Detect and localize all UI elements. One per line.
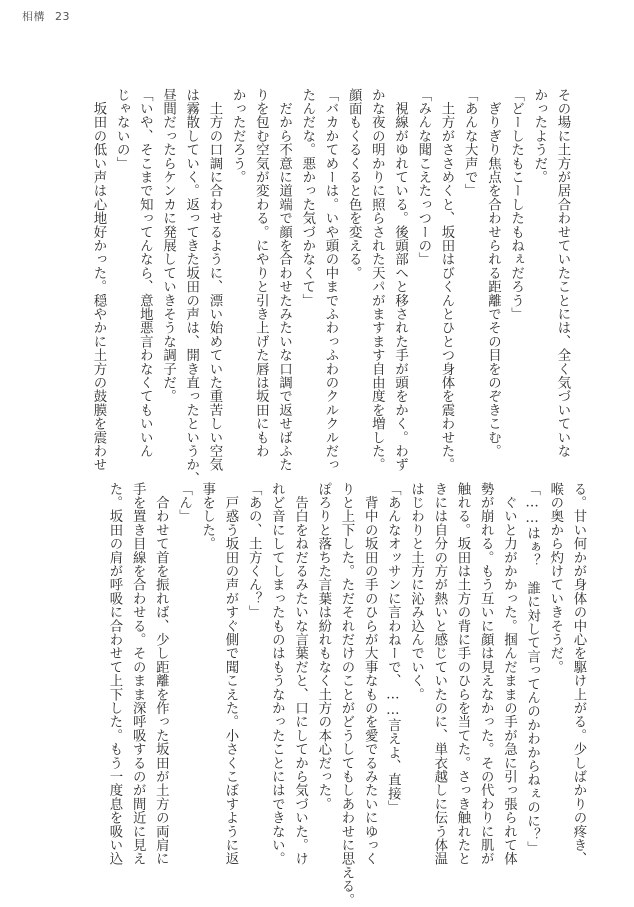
text-line: 事をした。 xyxy=(199,482,215,551)
text-line: たんだな。悪かった気づかなくて」 xyxy=(299,88,315,308)
text-line: 「ん」 xyxy=(176,482,192,524)
text-line: る。甘い何かが身体の中心を駆け上がる。少しばかりの疼き、 xyxy=(571,482,586,866)
page-number: 23 xyxy=(55,10,70,23)
text-line: かっただろう。 xyxy=(230,88,246,184)
text-line: 触れる。坂田は土方の背に手のひらを当てた。さっき触れたと xyxy=(454,482,470,866)
text-line: た。坂田の肩が呼吸に合わせて上下した。もう一度息を吸い込 xyxy=(106,482,122,866)
text-line: 「バカかてめーは。いや頭の中までふわっふわのクルクルだっ xyxy=(322,88,338,472)
header-title: 相構 xyxy=(22,10,45,23)
text-line: 「みんな聞こえたっつーの」 xyxy=(415,88,431,267)
text-line: 「あの、土方くん？」 xyxy=(246,482,262,619)
text-line: 背中の坂田の手のひらが大事なものを愛でるみたいにゆっく xyxy=(362,482,378,866)
text-line: きには自分の方が熱いと感じていたのに、単衣越しに伝う体温 xyxy=(431,482,447,866)
text-column-top xyxy=(90,88,574,486)
text-line: 喉の奥から灼けていきそうだ。 xyxy=(547,482,563,674)
text-line: 顔面もくるくると色を変える。 xyxy=(346,88,362,280)
text-line: 「……はぁ？ 誰に対して言ってんのかわからねぇのに？」 xyxy=(524,482,540,856)
text-line: ぎりぎり焦点を合わせられる距離でその目をのぞきこむ。 xyxy=(485,88,501,458)
text-line: 告白をねだるみたいな言葉だと、口にしてから気づいた。け xyxy=(292,482,308,866)
text-line: その場に土方が居合わせていたことには、全く気づいていな xyxy=(555,88,570,458)
text-line: だから不意に道端で顔を合わせたみたいな口調で返せばふた xyxy=(276,88,292,472)
text-line: 「あんなオッサンに言わねーで、……言えよ、直接」 xyxy=(385,482,401,814)
text-line: は霧散していく。返ってきた坂田の声は、開き直ったというか、 xyxy=(183,88,199,486)
text-line: 「どーしたもこーしたもねぇだろう」 xyxy=(508,88,524,321)
text-line: りを包む空気が変わる。にやりと引き上げた唇は坂田にもわ xyxy=(253,88,269,458)
text-line: 昼間だったらケンカに発展していきそうな調子だ。 xyxy=(160,88,176,404)
text-line: じゃないの」 xyxy=(114,88,130,171)
text-line: 坂田の低い声は心地好かった。穏やかに土方の鼓膜を震わせ xyxy=(90,88,106,472)
text-line: 土方の口調に合わせるように、漂い始めていた重苦しい空気 xyxy=(206,88,222,472)
text-line: 「いや、そこまで知ってんなら、意地悪言わなくてもいいん xyxy=(137,88,153,458)
text-column-bottom xyxy=(100,482,590,907)
text-line: ぐいと力がかかった。掴んだままの手が急に引っ張られて体 xyxy=(501,482,517,866)
text-line: かな夜の明かりに照らされた天パがますます自由度を増した。 xyxy=(369,88,385,472)
running-header xyxy=(22,8,76,24)
text-line: 合わせて首を振れば、少し距離を作った坂田が土方の両肩に xyxy=(153,482,169,866)
text-line: れど音にしてしまったものはもうなかったことにはできない。 xyxy=(269,482,285,866)
text-line: ぽろりと落ちた言葉は紛れもなく土方の本心だった。 xyxy=(315,482,331,811)
text-line: はじわりと土方に沁み込んでいく。 xyxy=(408,482,424,702)
text-line: かったようだ。 xyxy=(531,88,547,184)
text-line: 土方がささめくと、坂田はびくんとひとつ身体を震わせた。 xyxy=(438,88,454,472)
text-line: 戸惑う坂田の声がすぐ側で聞こえた。小さくこぼすように返 xyxy=(222,482,238,866)
text-line: 手を置き目線を合わせる。そのまま深呼吸するのが間近に見え xyxy=(130,482,146,866)
text-line: りと上下した。ただそれだけのことがどうしてもしあわせに思える。 xyxy=(338,482,354,907)
text-line: 勢が崩れる。もう互いに顔は見えなかった。その代わりに肌が xyxy=(478,482,494,866)
text-line: 視線がゆれている。後頭部へと移された手が頭をかく。わず xyxy=(392,88,408,472)
text-line: 「あんな大声で」 xyxy=(462,88,478,198)
